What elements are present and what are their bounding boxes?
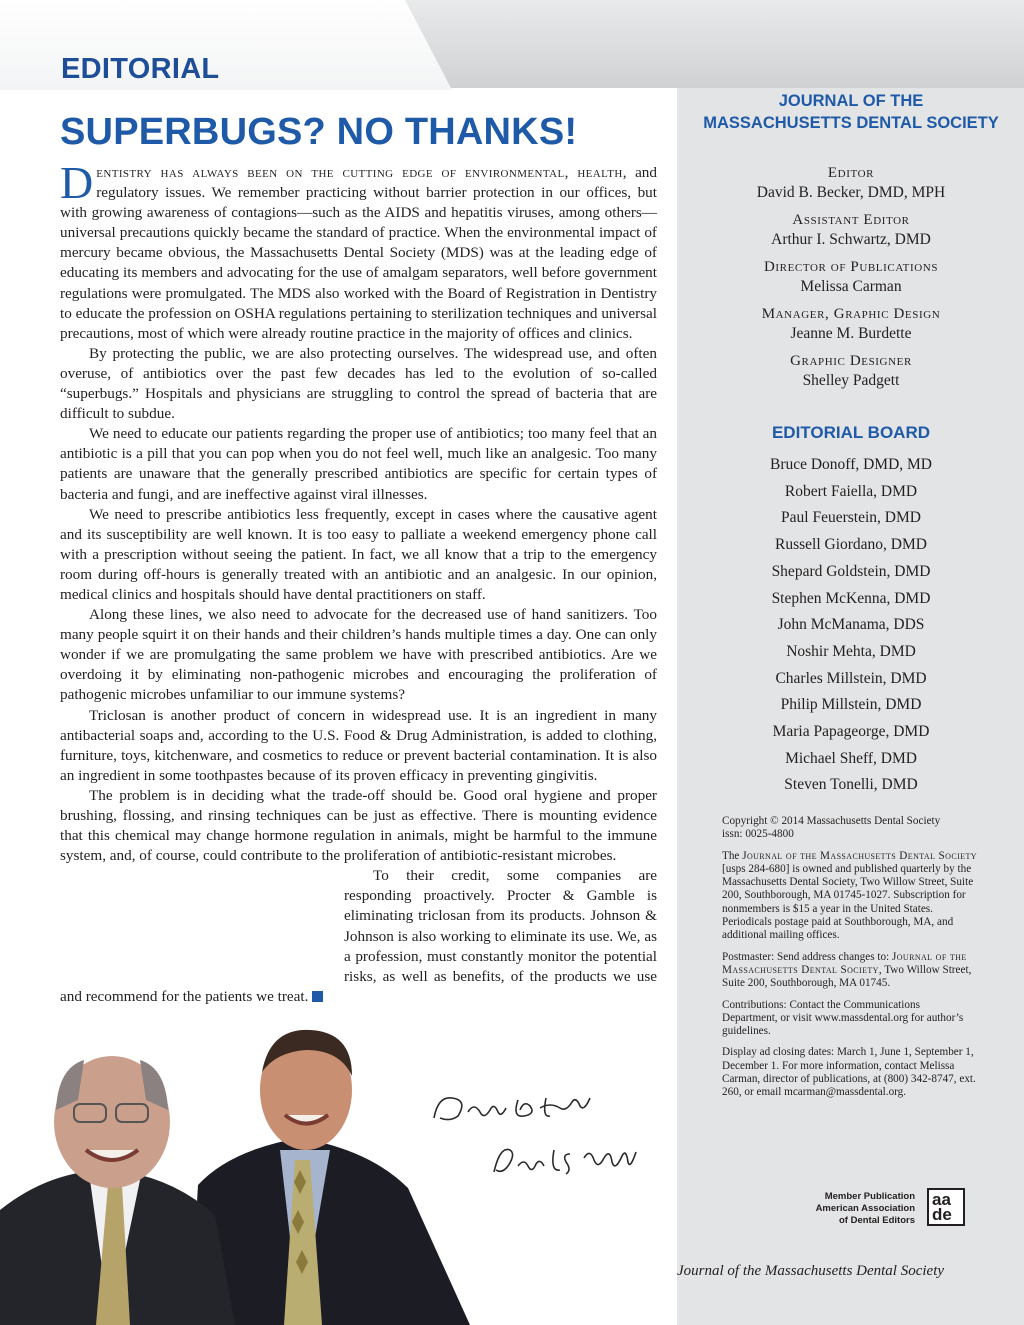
postmaster-prefix: Postmaster: Send address changes to: [722, 950, 892, 963]
board-member: Bruce Donoff, DMD, MD [769, 456, 933, 473]
staff-role: Director of Publications [763, 259, 939, 275]
article-paragraph: We need to educate our patients regarding the proper use of antibiotics; too many feel that an antibiotic is a pill that you can pop when you do not feel well, much like an analgesic. Too many patients are unaware that the generally prescribed antibiotics are specific for certain types of bacteria and fungi, and are ineffective against viral illnesses. [60, 425, 657, 503]
board-member: John McManama, DDS [777, 616, 925, 634]
staff-name: Jeanne M. Burdette [790, 325, 912, 342]
board-member: Robert Faiella, DMD [784, 482, 918, 500]
postmaster-text: , Two Willow Street, Suite 200, Southborough, MA 01745. [722, 963, 972, 990]
board-member: Michael Sheff, DMD [785, 749, 917, 767]
editor-photo-right [190, 1030, 470, 1325]
editorial-board-list [703, 452, 999, 799]
end-mark-icon [312, 991, 323, 1002]
copyright-block [722, 815, 977, 842]
staff-entry [703, 164, 999, 203]
board-member: Russell Giordano, DMD [775, 536, 927, 554]
staff-name: David B. Becker, DMD, MPH [756, 184, 946, 201]
paragraph-text: To their credit, some companies are responding proactively. Procter & Gamble is eliminating triclosan from its products. Johnson & Johnson is also working to eliminate its use. We, as a profession, must constantly monitor the potential risks, as well as benefits, of the products we use and recommend for the patients we treat. [60, 867, 657, 1005]
page-title: SUPERBUGS? NO THANKS! [60, 111, 578, 153]
publisher-prefix: The [722, 849, 743, 862]
article-paragraph: By protecting the public, we are also protecting ourselves. The widespread use, and often overuse, of antibiotics over the past few decades has led to the evolution of so-called “superbugs.” Hospitals and physicians are struggling to control the spread of bacteria that are difficult to subdue. [60, 344, 657, 423]
section-label: EDITORIAL [61, 53, 220, 85]
publication-info [722, 815, 977, 1108]
publisher-text: [usps 284-680] is owned and published quarterly by the Massachusetts Dental Society, Two Willow Street, Suite 200, Southborough, MA 01745-1027. Subscription for nonmembers is $15 a year in the United States. Periodicals postage paid at Southborough, MA, and additional mailing offices. [722, 862, 974, 942]
paragraph-text: and regulatory issues. We remember practicing without barrier protection in our offices, but with growing awareness of contagions—such as the AIDS and hepatitis viruses, among others—universal precautions quickly became the standard of practice. When the environmental impact of mercury became obvious, the Massachusetts Dental Society (MDS) was at the leading edge of educating its members and advocating for the use of amalgam separators, well before government regulations were promulgated. The MDS also worked with the Board of Registration in Dentistry to educate the profession on OSHA regulations pertaining to sterilization techniques and universal precautions, most of which were already routine practice in the majority of offices and clinics. [60, 164, 657, 342]
article-paragraph [60, 157, 657, 344]
member-line: Member Publication [824, 1191, 915, 1202]
copyright-line: Copyright © 2014 Massachusetts Dental Society [722, 815, 941, 827]
member-publication [790, 1191, 915, 1227]
lead-in: entistry has always been on the cutting edge of environmental, health, [96, 164, 627, 181]
journal-name: Journal of the Massachusetts Dental Society [722, 950, 967, 976]
article-paragraph: The problem is in deciding what the trade-off should be. Good oral hygiene and proper brushing, flossing, and rinsing techniques can be just as effective. There is mounting evidence that this chemical may change hormone regulation in animals, might be harmful to the immune system, and, of course, could contribute to the proliferation of antibiotic-resistant microbes. [60, 786, 657, 865]
staff-entry [703, 211, 999, 250]
aade-logo-top: aa [932, 1190, 951, 1209]
staff-role: Graphic Designer [790, 353, 912, 369]
board-member: Philip Millstein, DMD [780, 696, 922, 714]
staff-role: Manager, Graphic Design [761, 306, 941, 322]
board-member: Paul Feuerstein, DMD [781, 509, 921, 527]
publisher-statement [722, 850, 977, 943]
board-member: Stephen McKenna, DMD [771, 589, 931, 607]
aade-logo-icon [927, 1188, 965, 1226]
staff-name: Shelley Padgett [802, 372, 900, 389]
postmaster-statement [722, 951, 977, 991]
footer-journal-name: Journal of the Massachusetts Dental Society [677, 1263, 945, 1279]
article-body [60, 157, 657, 1007]
staff-entry [703, 305, 999, 344]
member-line: of Dental Editors [838, 1215, 915, 1226]
staff-role: Assistant Editor [792, 212, 910, 228]
board-member: Noshir Mehta, DMD [786, 642, 916, 660]
article-paragraph: Triclosan is another product of concern in widespread use. It is an ingredient in many antibacterial soaps and, according to the U.S. Food & Drug Administration, is added to clothing, furniture, toys, kitchenware, and cosmetics to reduce or prevent bacterial contamination. It is also an ingredient in some toothpastes because of its proven efficacy in preventing gingivitis. [60, 706, 657, 784]
staff-name: Arthur I. Schwartz, DMD [771, 231, 931, 248]
staff-name: Melissa Carman [800, 278, 902, 295]
article-paragraph: We need to prescribe antibiotics less frequently, except in cases where the causative agent and its susceptibility are well known. It is too easy to palliate a weekend emergency phone call with a prescription without seeing the patient. In fact, we all know that a trip to the emergency room during off-hours is generally treated with an antibiotic and an analgesic. In our opinion, medical clinics and hospitals should have dental practitioners on staff. [60, 505, 657, 603]
staff-list [703, 164, 999, 399]
journal-name: Journal of the Massachusetts Dental Society [742, 849, 977, 862]
article-paragraph-last [60, 866, 657, 1007]
editorial-board-title: EDITORIAL BOARD [771, 423, 931, 442]
drop-cap: D [60, 157, 94, 208]
aade-logo-bottom: de [932, 1205, 952, 1224]
display-ad-statement: Display ad closing dates: March 1, June 1, September 1, December 1. For more information, contact Melissa Carman, director of publications, at (800) 342-8747, ext. 260, or email mcarman@massdental.org. [722, 1046, 976, 1099]
board-member: Steven Tonelli, DMD [784, 776, 918, 794]
masthead-title: JOURNAL OF THE MASSACHUSETTS DENTAL SOCIETY [703, 92, 999, 132]
editors-photo [0, 1010, 475, 1325]
photo-wrap-spacer [60, 866, 344, 976]
contributions-statement: Contributions: Contact the Communications Department, or visit www.massdental.org for author’s guidelines. [722, 998, 964, 1038]
staff-role: Editor [827, 165, 875, 181]
board-member: Charles Millstein, DMD [775, 669, 927, 687]
board-member: Shepard Goldstein, DMD [771, 562, 931, 580]
article-paragraph: Along these lines, we also need to advocate for the decreased use of hand sanitizers. Too many people squirt it on their hands and their children’s hands multiple times a day. One can only wonder if we are promulgating the same problem we have with prescribed antibiotics. Are we overdoing it by eliminating non-pathogenic microbes and encouraging the proliferation of pathogenic microbes unfamiliar to our immune systems? [60, 606, 657, 704]
signature-schwartz [488, 1140, 648, 1184]
signature-becker [428, 1088, 608, 1128]
staff-entry [703, 352, 999, 391]
board-member: Maria Papageorge, DMD [772, 723, 930, 741]
issn-line: issn: 0025-4800 [722, 828, 794, 841]
staff-entry [703, 258, 999, 297]
member-line: American Association [815, 1203, 915, 1214]
